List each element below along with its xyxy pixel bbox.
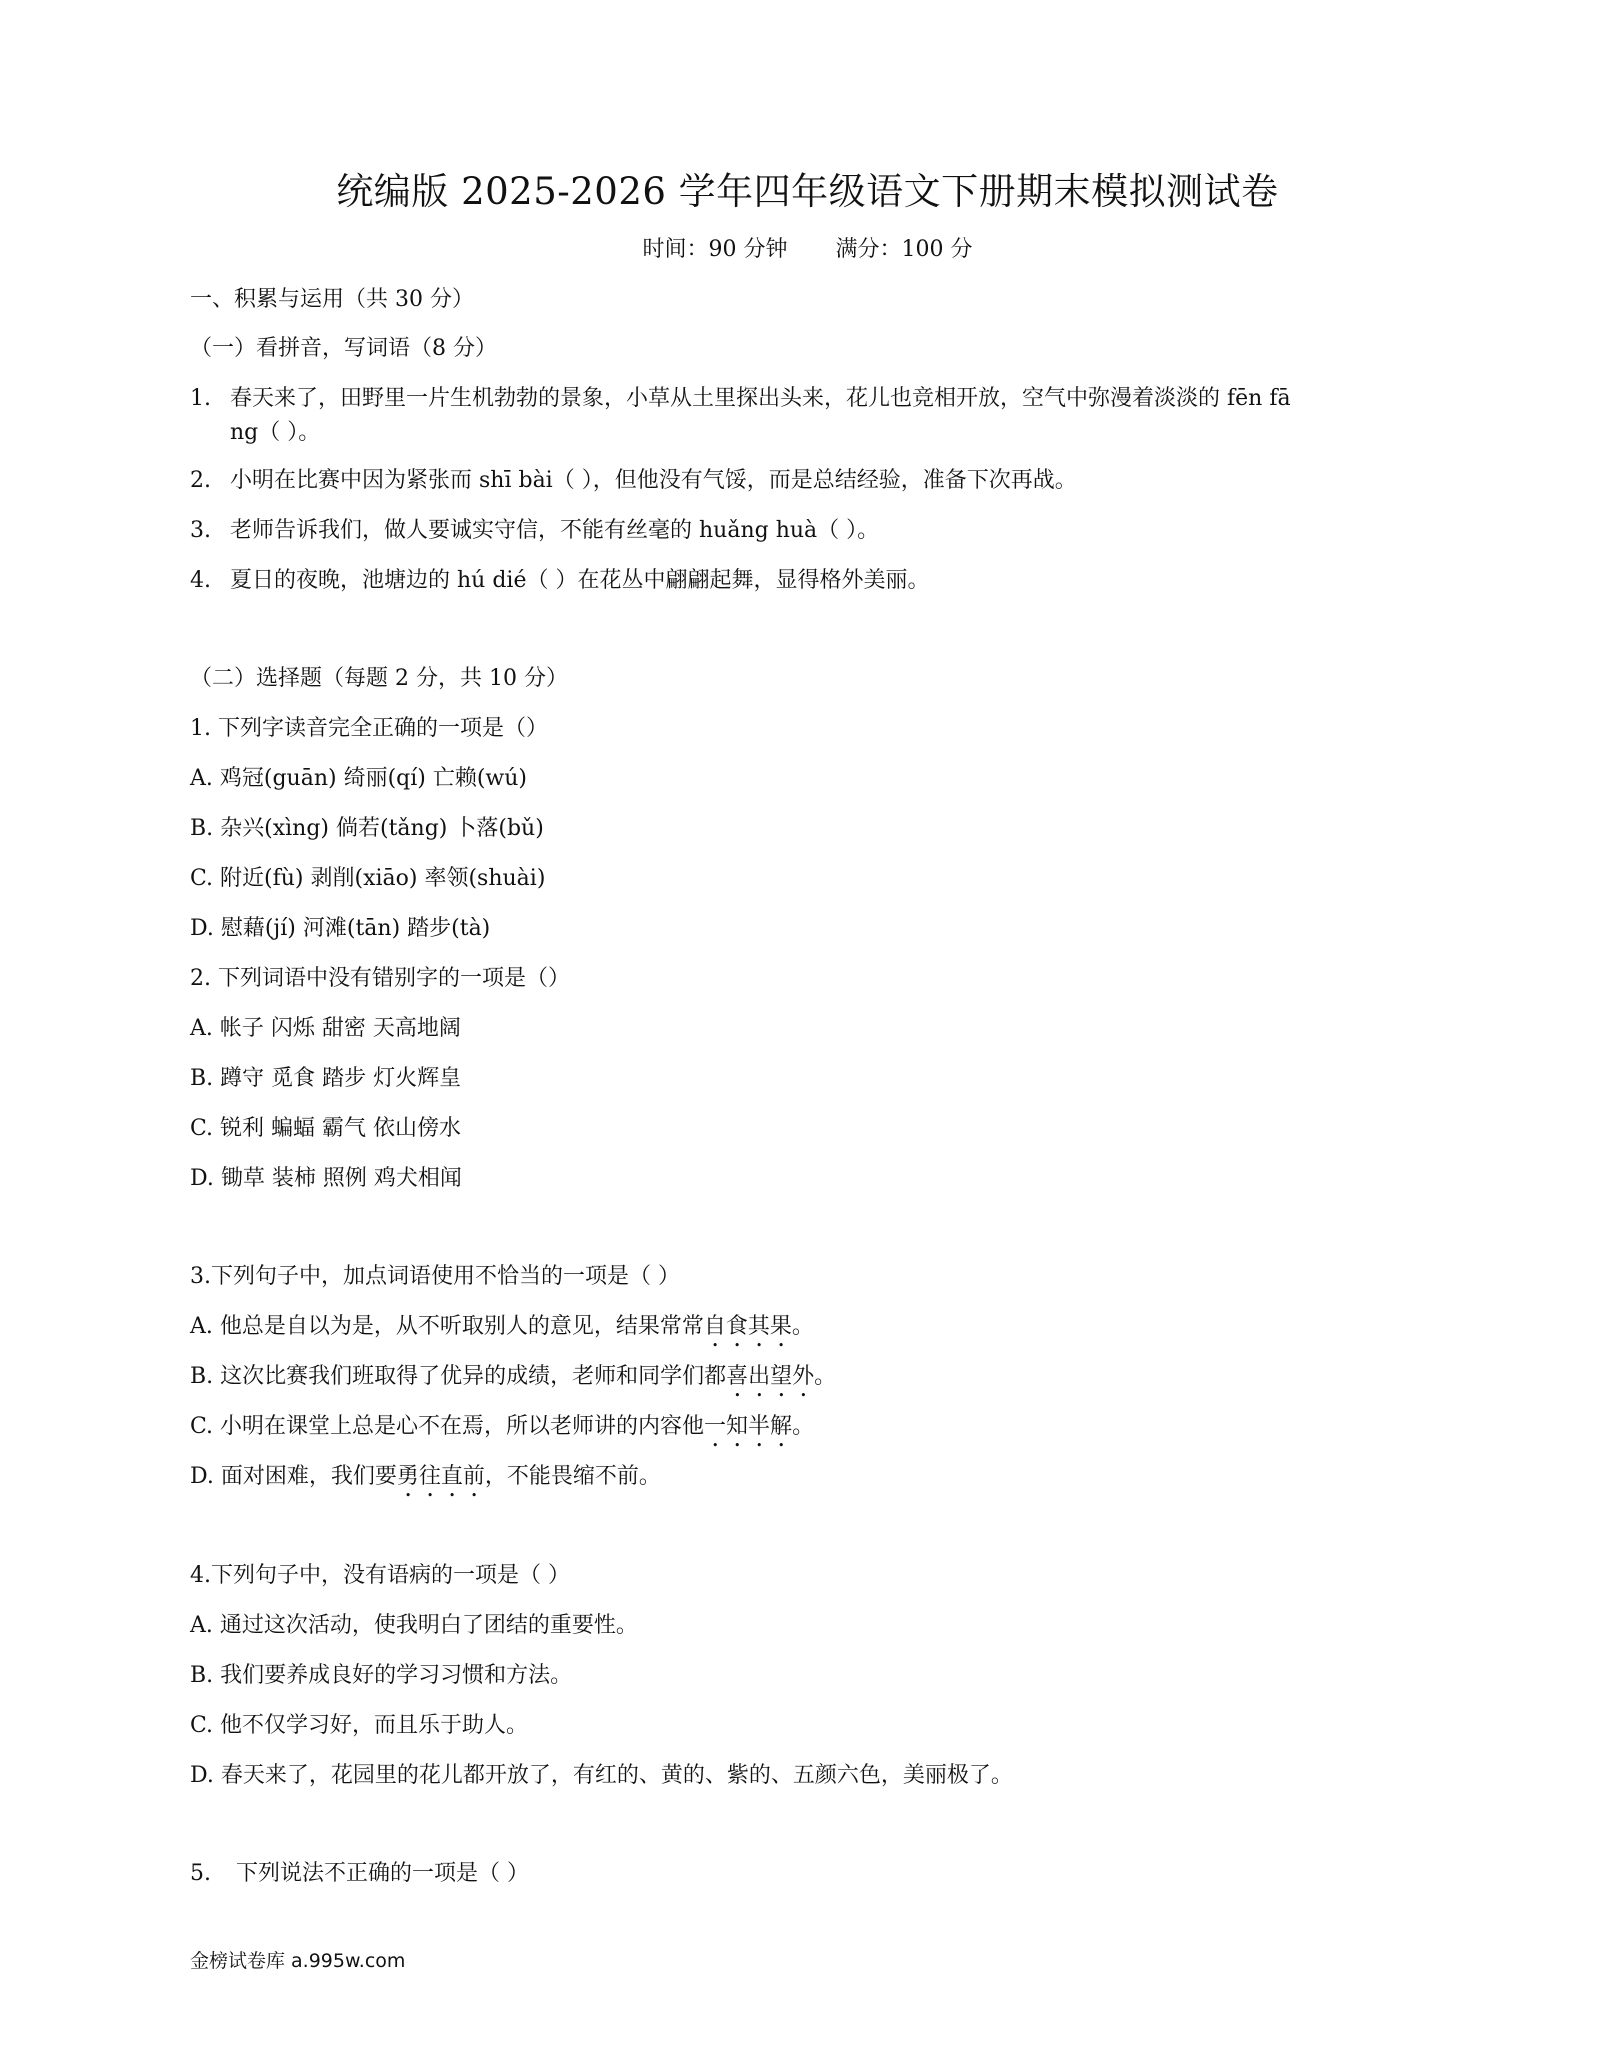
item-number: 3. — [190, 518, 211, 543]
question-4-option-a: A. 通过这次活动，使我明白了团结的重要性。 — [190, 1613, 638, 1638]
item-number: 2. — [190, 468, 211, 493]
footer-source: 金榜试卷库 a.995w.com — [190, 1950, 406, 1972]
item-text: 夏日的夜晚，池塘边的 hú dié（ ）在花丛中翩翩起舞，显得格外美丽。 — [230, 568, 930, 593]
question-2-option-a: A. 帐子 闪烁 甜密 天高地阔 — [190, 1016, 461, 1041]
dotted-phrase: 勇往直前 — [396, 1464, 485, 1489]
part1-heading: 一、积累与运用（共 30 分） — [190, 287, 474, 312]
question-2-option-b: B. 蹲守 觅食 踏步 灯火辉皇 — [190, 1066, 462, 1091]
pinyin-item-1 — [190, 384, 1291, 414]
question-4-option-d: D. 春天来了，花园里的花儿都开放了，有红的、黄的、紫的、五颜六色，美丽极了。 — [190, 1763, 1013, 1788]
sec2-heading: （二）选择题（每题 2 分，共 10 分） — [190, 666, 568, 691]
question-1-option-b: B. 杂兴(xìng) 倘若(tǎng) 卜落(bǔ) — [190, 816, 544, 841]
question-4-option-c: C. 他不仅学习好，而且乐于助人。 — [190, 1713, 529, 1738]
page-title: 统编版 2025-2026 学年四年级语文下册期末模拟测试卷 — [336, 170, 1279, 213]
dotted-phrase: 喜出望外 — [726, 1364, 815, 1389]
question-2-option-d: D. 锄草 装柿 照例 鸡犬相闻 — [190, 1166, 462, 1191]
item-number: 4. — [190, 568, 211, 593]
option-text: A. 他总是自以为是，从不听取别人的意见，结果常常 — [190, 1314, 704, 1339]
pinyin-item-2 — [190, 466, 1077, 496]
question-4-option-b: B. 我们要养成良好的学习习惯和方法。 — [190, 1663, 573, 1688]
sec1-heading: （一）看拼音，写词语（8 分） — [190, 336, 497, 361]
exam-score: 满分：100 分 — [835, 237, 973, 262]
question-1-stem: 1. 下列字读音完全正确的一项是（） — [190, 716, 548, 741]
question-1-option-c: C. 附近(fù) 剥削(xiāo) 率领(shuài) — [190, 866, 546, 891]
question-1-option-d: D. 慰藉(jí) 河滩(tān) 踏步(tà) — [190, 916, 491, 941]
pinyin-item-3 — [190, 516, 879, 546]
item-text: 老师告诉我们，做人要诚实守信，不能有丝毫的 huǎng huà（ ）。 — [230, 518, 880, 543]
dotted-phrase: 一知半解 — [704, 1414, 793, 1439]
option-text-end: ，不能畏缩不前。 — [484, 1464, 661, 1489]
item-text: 小明在比赛中因为紧张而 shī bài（ ），但他没有气馁，而是总结经验，准备下次再战。 — [230, 468, 1077, 493]
option-text-end: 。 — [791, 1314, 814, 1339]
exam-meta — [0, 235, 1615, 265]
option-text: B. 这次比赛我们班取得了优异的成绩，老师和同学们都 — [190, 1364, 727, 1389]
question-1-option-a: A. 鸡冠(guān) 绮丽(qí) 亡赖(wú) — [190, 766, 528, 791]
question-3-option-d — [190, 1462, 661, 1502]
question-2-option-c: C. 锐利 蝙蝠 霸气 依山傍水 — [190, 1116, 462, 1141]
pinyin-item-1-continued: ng（ ）。 — [230, 420, 321, 445]
question-5-stem — [190, 1859, 529, 1889]
pinyin-item-4 — [190, 566, 929, 596]
item-number: 5. — [190, 1861, 211, 1886]
option-text: D. 面对困难，我们要 — [190, 1464, 397, 1489]
exam-time: 时间：90 分钟 — [642, 237, 788, 262]
dotted-phrase: 自食其果 — [703, 1314, 792, 1339]
question-2-stem: 2. 下列词语中没有错别字的一项是（） — [190, 966, 570, 991]
question-4-stem: 4.下列句子中，没有语病的一项是（ ） — [190, 1563, 570, 1588]
item-text: 下列说法不正确的一项是（ ） — [236, 1861, 529, 1886]
question-3-option-a — [190, 1312, 814, 1352]
question-3-option-b — [190, 1362, 836, 1402]
question-3-option-c — [190, 1412, 814, 1452]
item-text: 春天来了，田野里一片生机勃勃的景象，小草从土里探出头来，花儿也竞相开放，空气中弥漫着淡淡的 fēn fā — [230, 386, 1291, 411]
option-text-end: 。 — [814, 1364, 837, 1389]
option-text: C. 小明在课堂上总是心不在焉，所以老师讲的内容他 — [190, 1414, 705, 1439]
question-3-stem: 3.下列句子中，加点词语使用不恰当的一项是（ ） — [190, 1264, 680, 1289]
option-text-end: 。 — [792, 1414, 815, 1439]
item-number: 1. — [190, 386, 211, 411]
